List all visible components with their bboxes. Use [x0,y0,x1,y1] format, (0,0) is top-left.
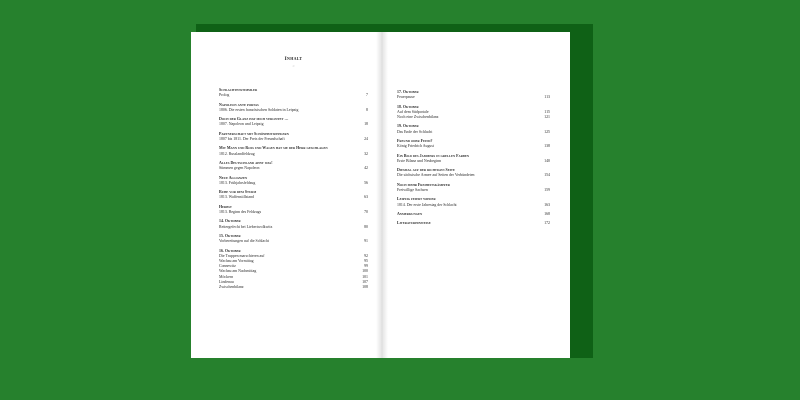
toc-entry [219,234,368,244]
toc-page-number: 70 [364,209,368,214]
right-page [382,32,570,358]
toc-entry [397,90,550,100]
toc-entry [219,88,368,98]
toc-subentry [219,93,368,98]
toc-subentry [219,122,368,127]
toc-subentry-text: Möckern [219,274,234,279]
toc-entry [219,249,368,291]
toc-page-number: 95 [364,258,368,263]
toc-subentry-text: 1813. Beginn des Feldzugs [219,209,262,214]
toc-page-number: 99 [364,264,368,269]
book-gutter [376,32,388,358]
toc-subentry [219,195,368,200]
toc-subentry-text: König Friedrich August [397,144,434,149]
toc-subentry-text: Auf dem Südportale [397,109,429,114]
toc-entry-title-row [397,212,550,217]
toc-entry [219,190,368,200]
toc-entry [397,139,550,149]
toc-page-number: 56 [364,180,368,185]
toc-subentry [397,203,550,208]
toc-subentry-text: Vorbereitungen auf die Schlacht [219,239,269,244]
toc-entry [219,161,368,171]
toc-page-number: 115 [544,109,550,114]
toc-entry-title: Anmerkungen [397,211,423,216]
toc-subentry [219,152,368,157]
toc-subentry-text: 1813. Waffenstillstand [219,195,254,200]
toc-subentry-text: Die sächsische Armee auf Seiten der Verbündeten [397,173,475,178]
toc-page-number: 101 [362,274,368,279]
toc-entry [397,124,550,134]
toc-subentry-text: Lindenau [219,279,234,284]
toc-page-number: 92 [364,253,368,258]
toc-subentry-text: Erste Bilanz und Neubeginn [397,158,441,163]
toc-subentry-text: Freiwillige Sachsen [397,187,428,192]
toc-subentry [219,181,368,186]
toc-page-number: 100 [362,269,368,274]
toc-subentry [219,108,368,113]
toc-subentry-text: Das Ende der Schlacht [397,129,433,134]
toc-entry [397,221,550,226]
toc-entry [219,146,368,156]
toc-subentry-text: Feuerpause [397,95,415,100]
toc-page-number: 18 [364,122,368,127]
toc-entry-title: Leipzig feiert wieder [397,197,436,202]
toc-page-number: 107 [362,279,368,284]
top-spacer [397,32,550,90]
toc-page-number: 121 [544,115,550,119]
toc-subentry [397,130,550,135]
toc-entry [219,103,368,113]
toc-subentry [397,159,550,164]
toc-subentry-text: 1806. Die ersten französischen Soldaten in Leipzig [219,107,299,112]
toc-subentry [219,137,368,142]
toc-subentry-text: Prolog [219,93,230,98]
toc-subentry-text: 1814. Der erste Jahrestag der Schlacht [397,202,457,207]
toc-entry-title: Diesmal auf der richtigen Seite [397,168,455,173]
toc-page-number: 168 [544,211,550,216]
toc-entry-title: 14. Oktober [219,219,241,224]
toc-entry-title: Partnerschaft mit Schönheitsfehlern [219,131,289,136]
toc-subentry [219,166,368,171]
toc-entry-title: Schlachtenstimmler [219,88,258,92]
toc-subentry-text: 1807 bis 1811. Der Preis der Freundschaft [219,136,285,141]
toc-subentry [397,115,550,120]
toc-subentry-text: Die Truppen marschieren auf [219,253,265,258]
toc-subentry [219,225,368,230]
toc-entry-title: 19. Oktober [397,124,419,129]
toc-entry [219,117,368,127]
toc-entry [397,183,550,193]
toc-entry [219,176,368,186]
toc-page-number: 108 [362,284,368,289]
toc-subentry-text: Noch eine Zwischenbilanz [397,115,439,119]
toc-entry-title: Literaturhinweise [397,221,431,226]
toc-page-number: 154 [544,173,550,178]
toc-entry-title: Alles Deutschland ahnt was! [219,160,273,165]
toc-entry-title: 18. Oktober [397,104,419,109]
toc-subentry [219,285,368,290]
toc-entry-title: Herbst [219,204,232,209]
toc-page-number: 140 [544,158,550,163]
toc-page-number: 8 [366,107,368,112]
toc-entry-title: 15. Oktober [219,233,241,238]
toc-entry-title-row [397,221,550,226]
toc-subentry [397,188,550,193]
toc-page-number: 63 [364,195,368,200]
toc-entry [219,205,368,215]
toc-subentry [397,95,550,100]
toc-subentry-text: 1813. Frühjahrsfeldzug [219,180,256,185]
toc-subentry-text: Wachau am Vormittag [219,258,254,263]
toc-page-number: 159 [544,187,550,192]
toc-subentry [397,173,550,178]
toc-page-number: 42 [364,166,368,171]
toc-entry [397,168,550,178]
toc-entry-title: Noch mehr Freiheitskämpfer [397,182,450,187]
toc-entry-title: 17. Oktober [397,90,419,94]
toc-entry-title: Ein Bild des Jammers in grellen Farben [397,153,470,158]
toc-entry-title: 16. Oktober [219,248,241,253]
toc-subentry-text: Reitergefecht bei Liebertwolkwitz [219,224,273,229]
toc-page-number: 172 [544,221,550,226]
toc-entry [397,197,550,207]
toc-page-number: 91 [364,239,368,244]
toc-subentry-text: Zwischenbilanz [219,284,244,289]
toc-page-number: 32 [364,151,368,156]
toc-entry [219,219,368,229]
toc-entry-title: Freund oder Feind? [397,138,433,143]
toc-entry-title: Neue Allianzen [219,175,248,180]
toc-entry-title: Napoleon ante portas [219,102,259,107]
toc-entry [397,105,550,121]
toc-subentry-text: Stimmen gegen Napoleon [219,166,260,171]
toc-subentry-text: Connewitz [219,264,236,269]
toc-page-number: 113 [544,95,550,100]
ornament-icon: ~ [292,64,295,68]
toc-subentry-text: 1812. Russlandfeldzug [219,151,255,156]
toc-heading: Inhalt [284,56,303,62]
toc-page-number: 7 [366,93,368,98]
toc-entry [397,154,550,164]
toc-entry [219,132,368,142]
toc-page-number: 125 [544,129,550,134]
toc-subentry [219,210,368,215]
left-page [191,32,382,358]
toc-subentry [219,239,368,244]
toc-entry-title: Mit Mann und Ross und Wagen hat sie der Herr geschlagen [219,146,328,151]
toc-page-number: 80 [364,224,368,229]
toc-page-number: 138 [544,144,550,149]
toc-entries-right [397,90,550,227]
toc-entry-title: Ruhe vor dem Sturm [219,190,257,195]
toc-entries-left [219,88,368,290]
toc-page-number: 163 [544,202,550,207]
toc-subentry-text: 1807. Napoleon und Leipzig [219,122,264,127]
toc-subentry [397,144,550,149]
toc-entry [397,212,550,217]
toc-page-number: 24 [364,136,368,141]
toc-entry-title: Doch der Glanz hat mich verleitet … [219,117,289,122]
toc-subentry-text: Wachau am Nachmittag [219,269,257,274]
